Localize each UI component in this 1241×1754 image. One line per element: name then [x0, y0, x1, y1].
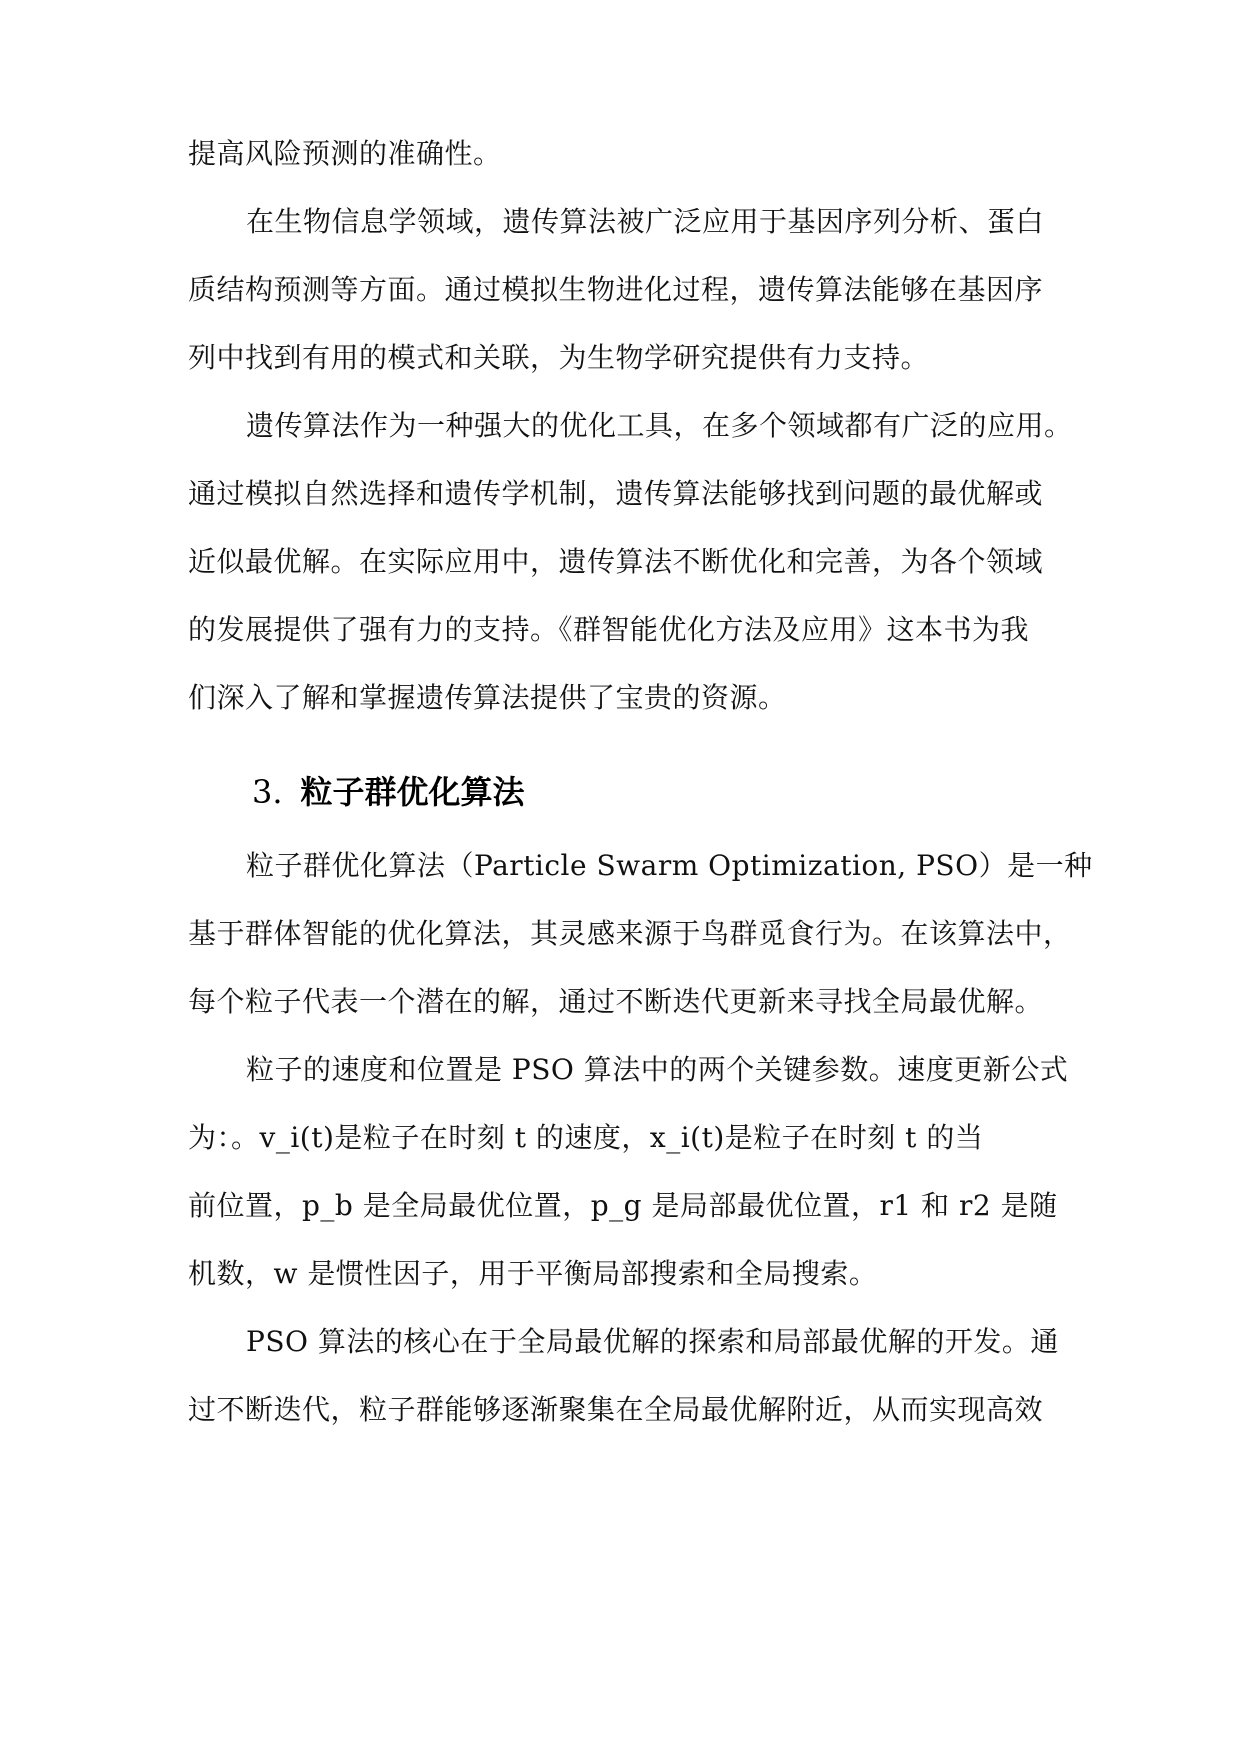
paragraph-line: 近似最优解。在实际应用中，遗传算法不断优化和完善，为各个领域 [188, 545, 1044, 578]
paragraph-line: 们深入了解和掌握遗传算法提供了宝贵的资源。 [188, 681, 787, 714]
paragraph-line: PSO 算法的核心在于全局最优解的探索和局部最优解的开发。通 [246, 1325, 1059, 1358]
paragraph-line: 粒子群优化算法（Particle Swarm Optimization, PSO）是一种 [246, 849, 1093, 882]
paragraph-line: 列中找到有用的模式和关联，为生物学研究提供有力支持。 [188, 341, 930, 374]
section-heading [252, 770, 525, 814]
paragraph-line: 前位置，p_b 是全局最优位置，p_g 是局部最优位置，r1 和 r2 是随 [188, 1189, 1058, 1222]
paragraph-line: 在生物信息学领域，遗传算法被广泛应用于基因序列分析、蛋白 [246, 205, 1045, 238]
paragraph-line: 遗传算法作为一种强大的优化工具，在多个领域都有广泛的应用。 [246, 409, 1073, 442]
paragraph-line: 每个粒子代表一个潜在的解，通过不断迭代更新来寻找全局最优解。 [188, 985, 1044, 1018]
paragraph-line: 基于群体智能的优化算法，其灵感来源于鸟群觅食行为。在该算法中， [188, 917, 1072, 950]
paragraph-line: 机数，w 是惯性因子，用于平衡局部搜索和全局搜索。 [188, 1257, 878, 1290]
paragraph-line: 提高风险预测的准确性。 [188, 137, 502, 170]
section-title: 粒子群优化算法 [300, 773, 525, 811]
paragraph-line: 通过模拟自然选择和遗传学机制，遗传算法能够找到问题的最优解或 [188, 477, 1044, 510]
paragraph-line: 粒子的速度和位置是 PSO 算法中的两个关键参数。速度更新公式 [246, 1053, 1069, 1086]
paragraph-line: 的发展提供了强有力的支持。《群智能优化方法及应用》这本书为我 [188, 613, 1030, 646]
section-number: 3. [252, 773, 283, 811]
paragraph-line: 为：。v_i(t)是粒子在时刻 t 的速度，x_i(t)是粒子在时刻 t 的当 [188, 1121, 984, 1154]
paragraph-line: 质结构预测等方面。通过模拟生物进化过程，遗传算法能够在基因序 [188, 273, 1044, 306]
paragraph-line: 过不断迭代，粒子群能够逐渐聚集在全局最优解附近，从而实现高效 [188, 1393, 1044, 1426]
